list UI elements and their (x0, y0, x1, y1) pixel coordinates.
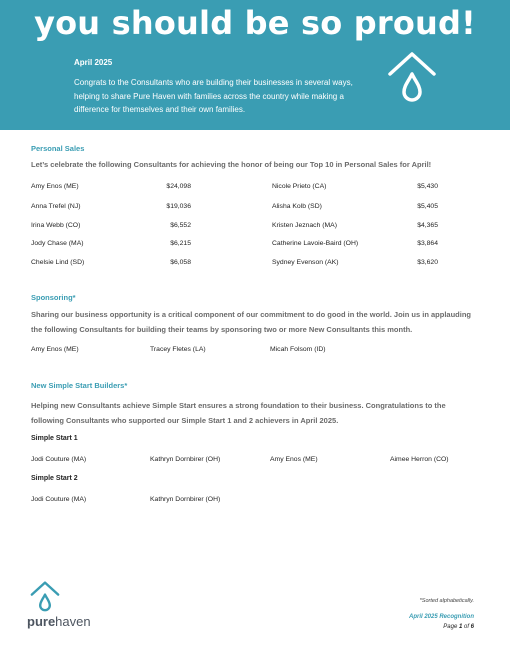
sales-name: Jody Chase (MA) (31, 240, 84, 247)
ss2-name: Jodi Couture (MA) (31, 496, 87, 503)
banner-message: Congrats to the Consultants who are building their businesses in several ways, helping to share Pure Haven with families across the country while making a difference for themselves and their own families. (74, 78, 353, 114)
recognition-label: April 2025 Recognition (408, 614, 474, 620)
sponsor-name: Amy Enos (ME) (31, 346, 79, 353)
ss1-name: Kathryn Dornbirer (OH) (150, 456, 221, 463)
sales-name: Sydney Evenson (AK) (272, 259, 339, 266)
page-number (443, 624, 474, 630)
page-total: 6 (470, 624, 474, 630)
sales-amount: $6,058 (170, 259, 191, 266)
sales-amount: $3,620 (417, 259, 438, 266)
sales-name: Catherine Lavoie-Baird (OH) (272, 240, 359, 247)
ss1-name: Amy Enos (ME) (270, 456, 318, 463)
personal-sales-title: Personal Sales (31, 144, 85, 153)
header-banner (0, 0, 510, 130)
sort-note: *Sorted alphabetically. (419, 598, 474, 604)
page-prefix: Page (443, 624, 459, 630)
sponsor-name: Tracey Fletes (LA) (150, 346, 206, 353)
sales-name: Alisha Kolb (SD) (272, 203, 322, 210)
page-of: of (462, 624, 471, 630)
sponsor-name: Micah Folsom (ID) (270, 346, 326, 353)
ss2-name: Kathryn Dornbirer (OH) (150, 496, 221, 503)
sales-name: Anna Trefel (NJ) (31, 203, 81, 210)
simple-start-intro: Helping new Consultants achieve Simple Start ensures a strong foundation to their business. Congratulations to the following Consultants who supported our Simple Start 1 and 2 achievers in April 2025. (31, 401, 446, 425)
ss1-name: Aimee Herron (CO) (390, 456, 449, 463)
sales-amount: $6,215 (170, 240, 191, 247)
sales-name: Irina Webb (CO) (31, 222, 81, 229)
banner-month: April 2025 (74, 58, 113, 67)
sales-amount: $24,098 (166, 183, 191, 190)
sales-amount: $5,430 (417, 183, 438, 190)
sales-amount: $5,405 (417, 203, 438, 210)
sponsoring-intro: Sharing our business opportunity is a critical component of our commitment to do good in the world. Join us in applauding the following Consultants for building their teams by sponsoring two or more New Consultants this month. (31, 310, 472, 334)
sponsoring-title: Sponsoring* (31, 293, 76, 302)
sales-amount: $6,552 (170, 222, 191, 229)
ss1-name: Jodi Couture (MA) (31, 456, 87, 463)
brand-wordmark (27, 614, 91, 629)
page-current: 1 (458, 624, 463, 630)
simple-start-1-label: Simple Start 1 (31, 435, 78, 442)
house-drop-icon (384, 48, 440, 108)
personal-sales-intro: Let’s celebrate the following Consultants for achieving the honor of being our Top 10 in Personal Sales for April! (31, 160, 432, 169)
banner-title: you should be so proud! (34, 4, 476, 42)
sales-amount: $4,365 (417, 222, 438, 229)
brand-haven: haven (55, 614, 91, 629)
sales-name: Nicole Prieto (CA) (272, 183, 327, 190)
sales-name: Amy Enos (ME) (31, 183, 79, 190)
sales-amount: $3,864 (417, 240, 438, 247)
brand-pure: pure (27, 614, 56, 629)
sales-name: Kristen Jeznach (MA) (272, 222, 337, 229)
simple-start-title: New Simple Start Builders* (31, 381, 128, 390)
pure-haven-logo-icon (28, 579, 62, 615)
sales-name: Chelsie Lind (SD) (31, 259, 85, 266)
sales-amount: $19,036 (166, 203, 191, 210)
simple-start-2-label: Simple Start 2 (31, 475, 78, 482)
